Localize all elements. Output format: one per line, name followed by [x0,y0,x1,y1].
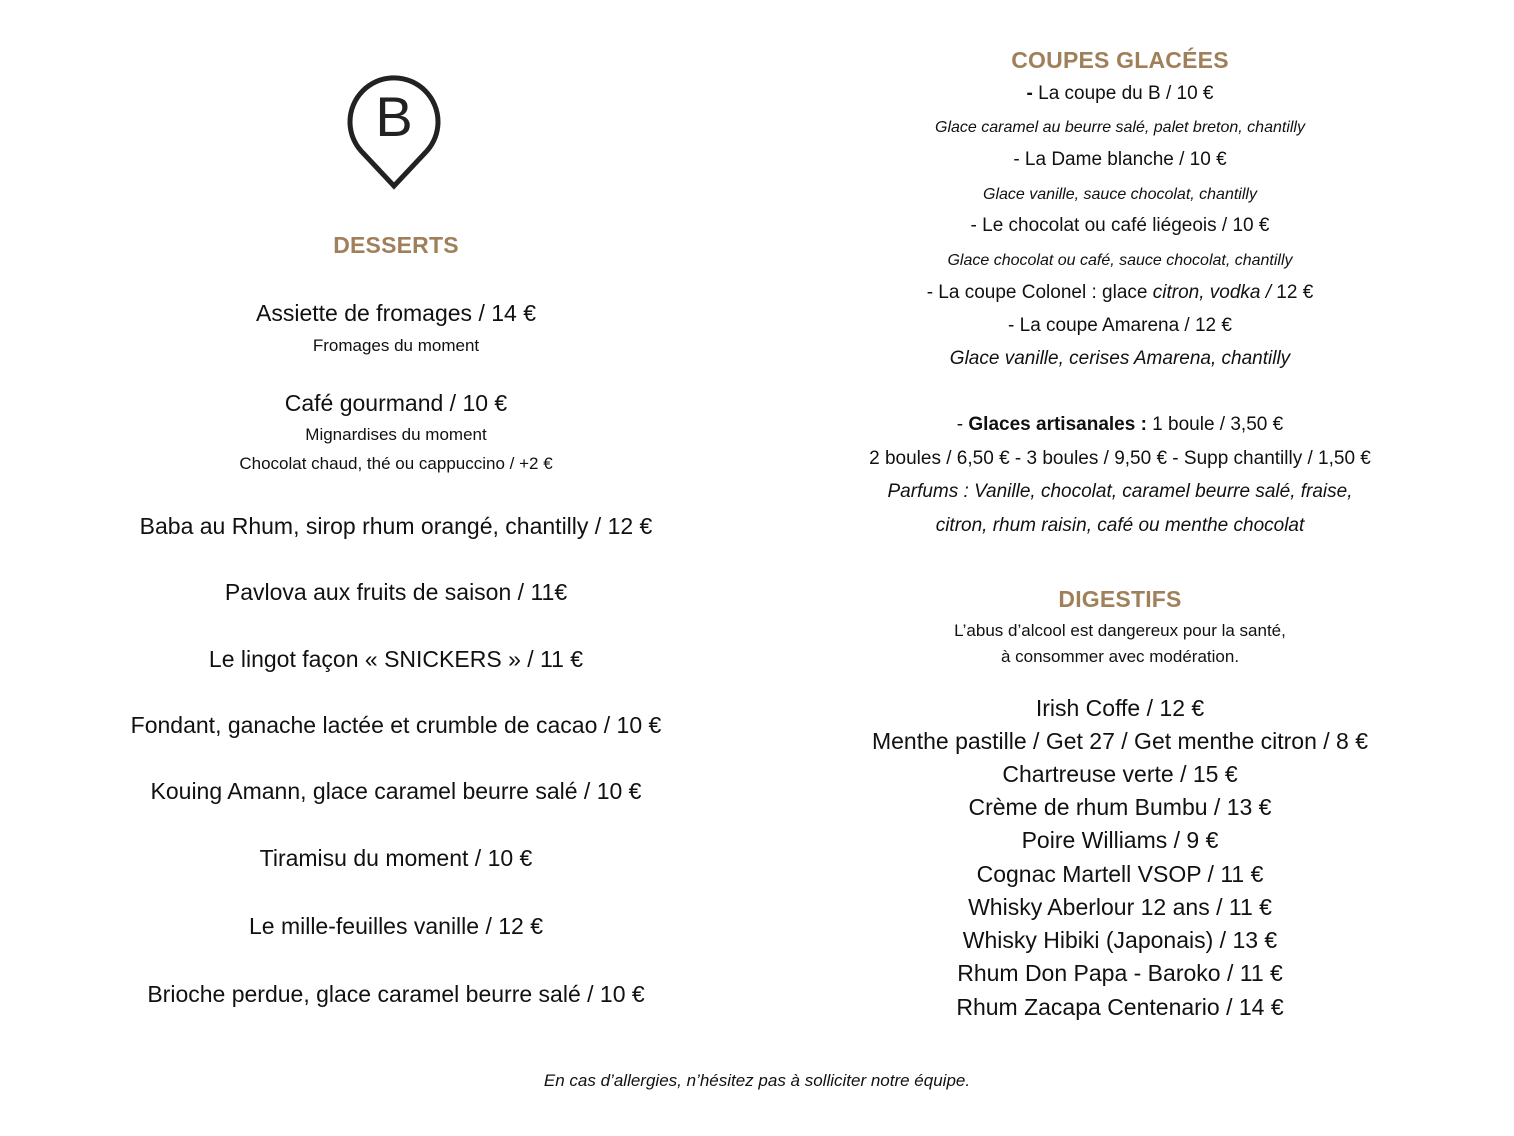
digestifs-heading: DIGESTIFS [1058,586,1182,612]
digestif-item: Poire Williams / 9 € [1021,827,1219,853]
digestif-item: Chartreuse verte / 15 € [1002,761,1238,787]
dessert-item: Pavlova aux fruits de saison / 11€ [224,579,568,605]
glaces-dash: - [956,414,969,435]
glaces-label: Glaces artisanales : [968,414,1147,435]
digestif-item: Irish Coffe / 12 € [1035,695,1205,721]
digestif-item: Whisky Aberlour 12 ans / 11 € [968,894,1272,920]
coupe-item: - La coupe Amarena / 12 € [1008,315,1232,336]
glaces-price: 1 boule / 3,50 € [1146,414,1284,435]
dessert-item: Assiette de fromages / 14 € [256,300,536,326]
coupe-dash: - [1026,83,1033,104]
coupe-colonel-pre: - La coupe Colonel : glace [926,282,1153,303]
digestif-item: Rhum Don Papa - Baroko / 11 € [957,960,1283,986]
dessert-item: Le mille-feuilles vanille / 12 € [248,913,544,939]
coupe-item: - La Dame blanche / 10 € [1013,149,1227,170]
digestif-item: Whisky Hibiki (Japonais) / 13 € [962,927,1278,953]
dessert-item: Café gourmand / 10 € [284,390,508,416]
alcohol-warning: L’abus d’alcool est dangereux pour la santé, [954,621,1286,640]
coupe-description: Glace vanille, sauce chocolat, chantilly [983,186,1257,203]
coupe-description: Glace chocolat ou café, sauce chocolat, chantilly [947,252,1293,269]
digestif-item: Cognac Martell VSOP / 11 € [976,861,1264,887]
allergy-footer: En cas d’allergies, n’hésitez pas à solliciter notre équipe. [543,1071,971,1090]
coupe-item: - Le chocolat ou café liégeois / 10 € [970,215,1270,236]
desserts-heading: DESSERTS [333,232,459,258]
alcohol-warning: à consommer avec modération. [1000,647,1240,666]
dessert-item: Brioche perdue, glace caramel beurre salé / 10 € [147,981,645,1007]
coupe-colonel-italic: citron, vodka / [1152,282,1272,303]
digestifs-section [790,0,1450,1040]
digestif-item: Rhum Zacapa Centenario / 14 € [956,994,1284,1020]
dessert-item: Kouing Amann, glace caramel beurre salé / 10 € [150,778,642,804]
glaces-prices: 2 boules / 6,50 € - 3 boules / 9,50 € - Supp chantilly / 1,50 € [869,448,1371,469]
dessert-description: Fromages du moment [312,336,480,355]
coupes-heading: COUPES GLACÉES [1011,47,1229,73]
digestif-item: Menthe pastille / Get 27 / Get menthe citron / 8 € [871,728,1369,754]
dessert-item: Fondant, ganache lactée et crumble de cacao / 10 € [130,712,662,738]
desserts-section [76,0,716,1060]
dessert-item: Tiramisu du moment / 10 € [259,845,533,871]
coupe-name: La coupe du B / 10 € [1032,83,1214,104]
coupe-colonel-post: 12 € [1271,282,1314,303]
glaces-parfums: Parfums : Vanille, chocolat, caramel beurre salé, fraise, [887,481,1353,502]
coupe-description: Glace caramel au beurre salé, palet breton, chantilly [935,119,1305,136]
coupe-description: Glace vanille, cerises Amarena, chantilly [949,348,1291,369]
dessert-item: Le lingot façon « SNICKERS » / 11 € [208,646,584,672]
dessert-description: Chocolat chaud, thé ou cappuccino / +2 € [239,454,553,473]
dessert-description: Mignardises du moment [305,425,487,444]
dessert-item: Baba au Rhum, sirop rhum orangé, chantilly / 12 € [139,513,653,539]
digestif-item: Crème de rhum Bumbu / 13 € [968,794,1272,820]
logo-letter: B [375,85,413,148]
glaces-parfums: citron, rhum raisin, café ou menthe chocolat [935,515,1305,536]
